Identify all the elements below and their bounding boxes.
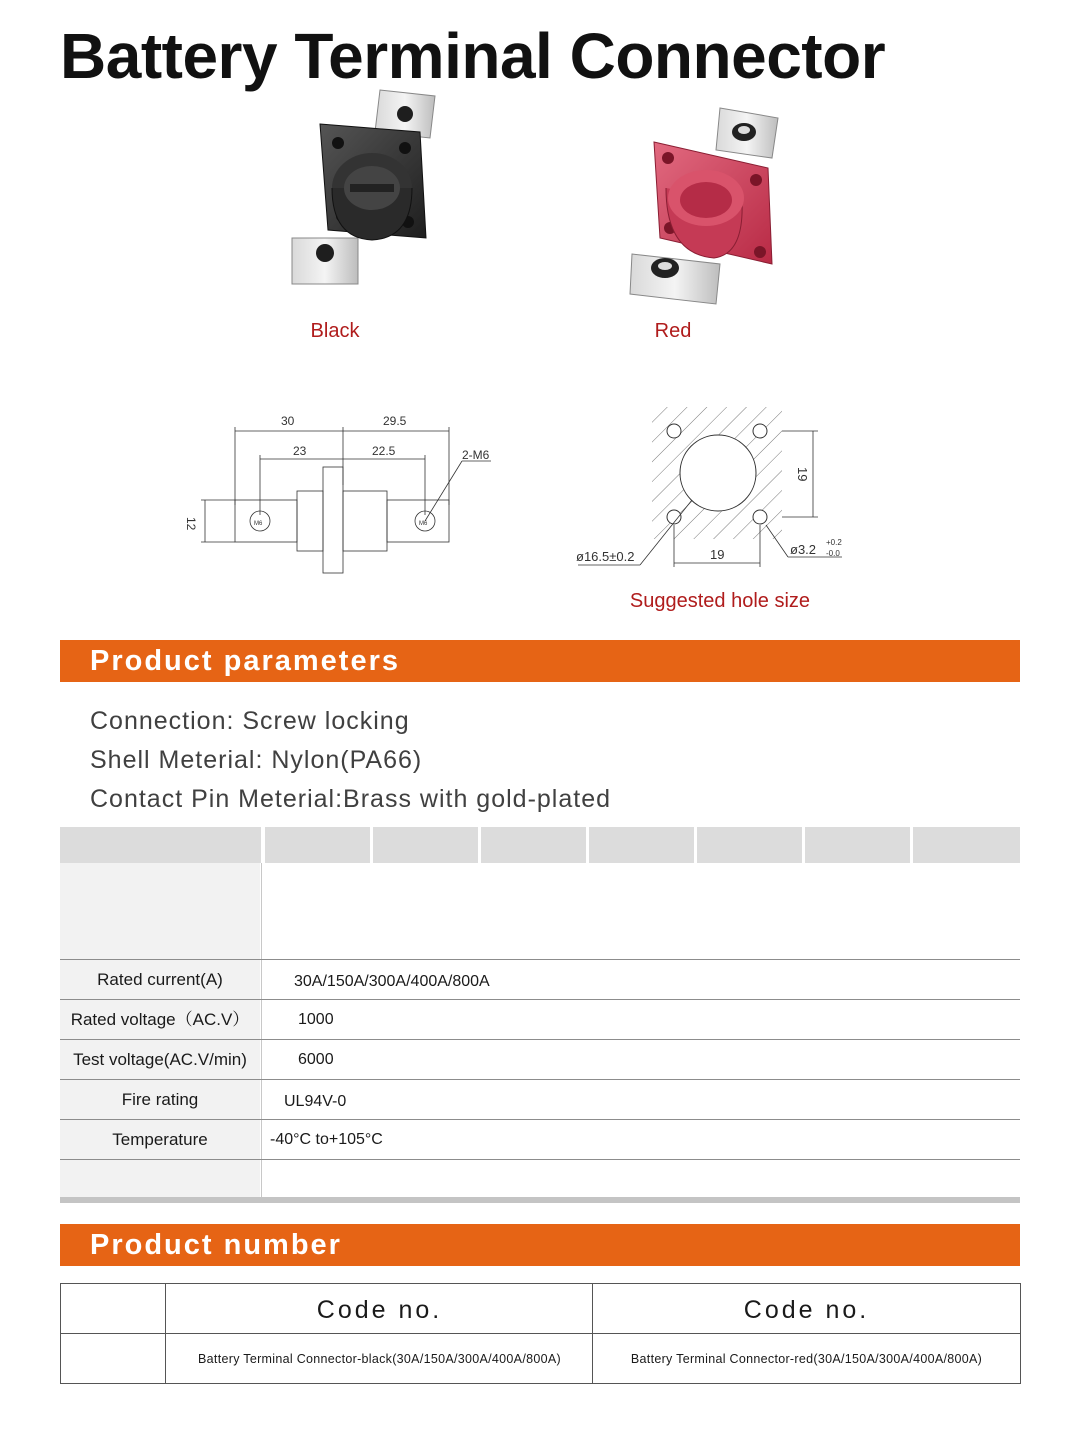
spec-label: Rated voltage（AC.V） (60, 1000, 260, 1039)
product-number-table (60, 1283, 1021, 1384)
red-connector-image (620, 104, 790, 314)
hole-dim-tol-minus: -0.0 (826, 549, 840, 558)
black-variant-label: Black (310, 320, 360, 342)
product-number-title: Product number (90, 1229, 342, 1261)
hole-size-caption: Suggested hole size (629, 590, 811, 612)
spec-label: Test voltage(AC.V/min) (60, 1040, 260, 1079)
spec-value: 30A/150A/300A/400A/800A (294, 973, 490, 990)
spec-value: UL94V-0 (284, 1093, 347, 1110)
dimension-drawing (175, 405, 505, 585)
param-connection: Connection: Screw locking (90, 707, 410, 735)
code-value-red: Battery Terminal Connector-red(30A/150A/300A/400A/800A) (630, 1352, 983, 1366)
black-connector-image (280, 88, 450, 298)
hole-dim-horizontal: 19 (710, 547, 725, 562)
dim-2-m6: 2-M6 (462, 448, 490, 462)
dim-m6-right: M6 (419, 521, 428, 527)
dim-23: 23 (293, 444, 307, 458)
spec-row-empty (60, 1159, 1020, 1197)
dim-30: 30 (281, 414, 295, 428)
code-no-header-black: Code no. (316, 1296, 443, 1324)
page-title: Battery Terminal Connector (60, 20, 886, 92)
spec-table-header (60, 827, 1020, 863)
dim-29-5: 29.5 (383, 414, 407, 428)
hole-dim-diameter: ø16.5±0.2 (576, 549, 635, 564)
product-number-header (60, 1224, 1020, 1266)
spec-value: -40°C to+105°C (270, 1131, 383, 1148)
param-contact-pin-material: Contact Pin Meterial:Brass with gold-plated (90, 785, 612, 813)
spec-value: 6000 (298, 1051, 334, 1068)
spec-row-test-voltage (60, 1039, 1020, 1079)
hole-dim-tol-plus: +0.2 (826, 538, 842, 547)
spec-label: Fire rating (60, 1080, 260, 1119)
spec-label (60, 1160, 260, 1197)
spec-row-rated-current (60, 959, 1020, 999)
dim-12: 12 (184, 517, 198, 531)
dim-22-5: 22.5 (372, 444, 396, 458)
spec-label: Temperature (60, 1120, 260, 1159)
spec-row-rated-voltage (60, 999, 1020, 1039)
code-no-header-red: Code no. (743, 1296, 870, 1324)
spec-table-blank-row (60, 863, 1020, 959)
red-variant-label: Red (654, 320, 692, 342)
spec-label: Rated current(A) (60, 960, 260, 999)
param-shell-material: Shell Meterial: Nylon(PA66) (90, 746, 423, 774)
spec-value: 1000 (298, 1011, 334, 1028)
hole-dim-vertical: 19 (795, 467, 810, 482)
spec-row-fire-rating (60, 1079, 1020, 1119)
spec-row-temperature (60, 1119, 1020, 1159)
hole-size-drawing (570, 405, 850, 575)
hole-dim-small: ø3.2 (790, 542, 817, 557)
dim-m6-left: M6 (254, 521, 263, 527)
product-parameters-header (60, 640, 1020, 682)
code-value-black: Battery Terminal Connector-black(30A/150A/300A/400A/800A) (198, 1352, 561, 1366)
product-parameters-title: Product parameters (90, 645, 400, 677)
